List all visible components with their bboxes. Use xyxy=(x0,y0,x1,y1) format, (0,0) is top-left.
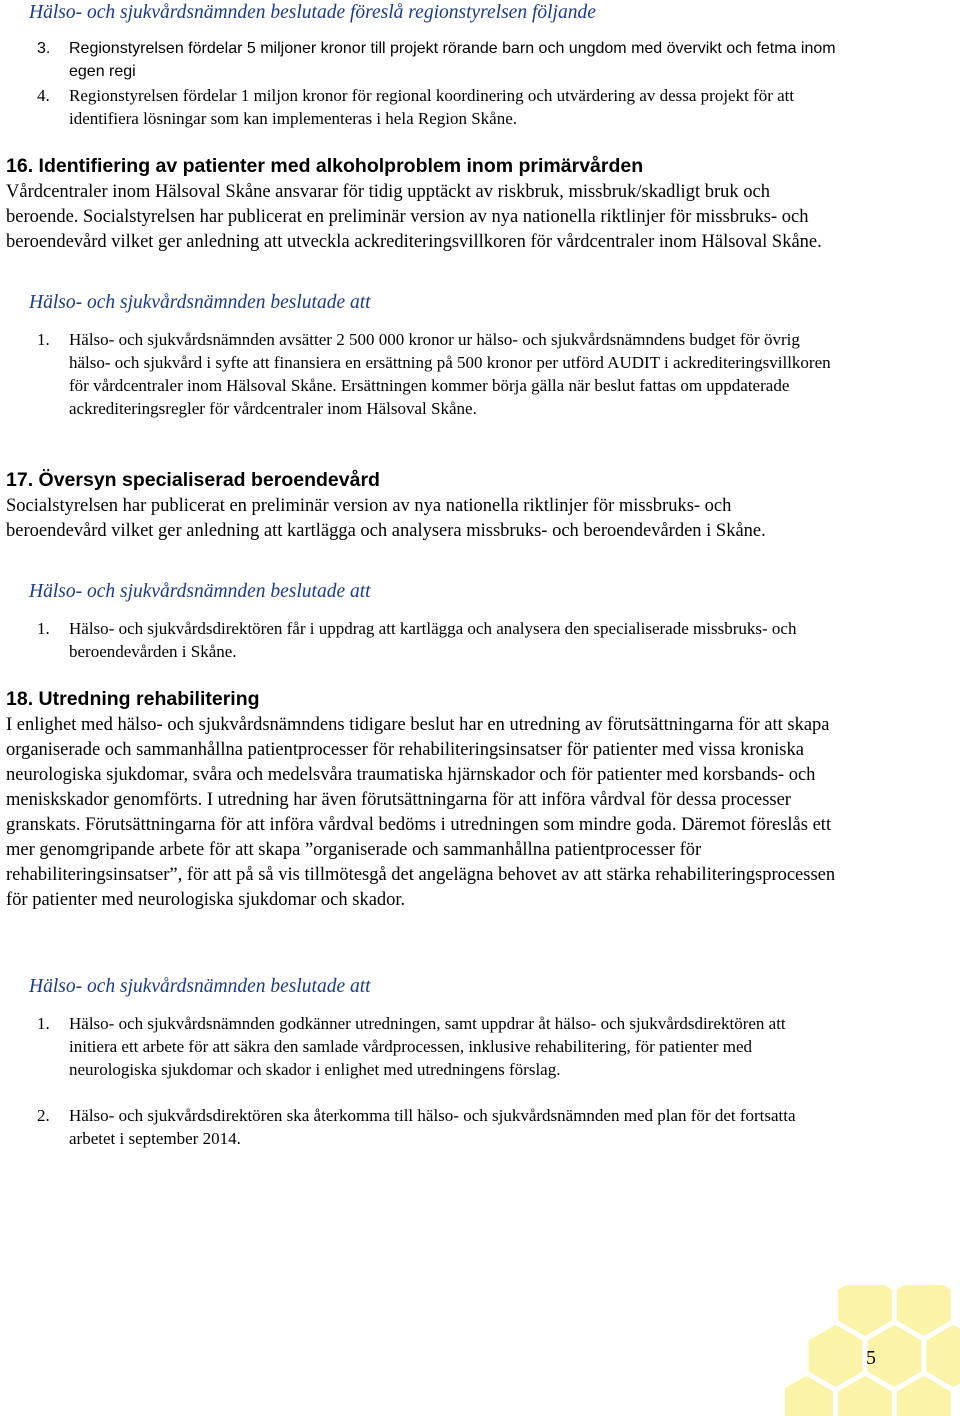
item-text: Hälso- och sjukvårdsnämnden godkänner utredningen, samt uppdrar åt hälso- och sjukvårdsdirektören att initiera ett arbete för att säkra den samlade vårdprocessen, inklusive rehabilitering, för patienter med neurologiska sjukdomar och skador i enlighet med utredningens förslag. xyxy=(69,1014,786,1079)
list-item xyxy=(37,617,837,663)
item-text: Regionstyrelsen fördelar 5 miljoner kronor till projekt rörande barn och ungdom med övervikt och fetma inom egen regi xyxy=(69,40,836,80)
body-paragraph: Socialstyrelsen har publicerat en preliminär version av nya nationella riktlinjer för missbruks- och beroendevård vilket ger anledning att kartlägga och analysera missbruks- och beroendevården i Skåne. xyxy=(6,496,766,541)
item-text: Hälso- och sjukvårdsdirektören får i uppdrag att kartlägga och analysera den specialiserade missbruks- och beroendevården i Skåne. xyxy=(69,619,797,661)
section-heading: 17. Översyn specialiserad beroendevård xyxy=(6,469,380,491)
section-heading: 16. Identifiering av patienter med alkoholproblem inom primärvården xyxy=(6,155,644,177)
section-heading: 18. Utredning rehabilitering xyxy=(6,688,260,710)
item-number: 1. xyxy=(37,619,50,638)
item-text: Hälso- och sjukvårdsnämnden avsätter 2 500 000 kronor ur hälso- och sjukvårdsnämndens budget för övrig hälso- och sjukvård i syfte att finansiera en ersättning på 500 kronor per utförd AUDIT i ackrediteringsvillkoren för vårdcentraler inom Hälsoval Skåne. Ersättningen kommer börja gälla när beslut fattas om uppdaterade ackrediteringsregler för vårdcentraler inom Hälsoval Skåne. xyxy=(69,330,831,418)
list-item xyxy=(37,1104,837,1150)
body-paragraph: I enlighet med hälso- och sjukvårdsnämndens tidigare beslut har en utredning av förutsättningarna för att skapa organiserade och sammanhållna patientprocesser för rehabiliteringsinsatser för patienter med vissa kroniska neurologiska sjukdomar, svåra och medelsvåra traumatiska hjärnskador och för patienter med korsbands- och meniskskador genomförts. I utredning har även förutsättningarna för att införa vårdval för dessa processer granskats. Förutsättningarna för att införa vårdval bedöms i utredningen som mindre goda. Däremot föreslås ett mer genomgripande arbete för att skapa ”organiserade och sammanhållna patientprocesser för rehabiliteringsinsatser”, för att på så vis tillmötesgå det angelägna behovet av att stärka rehabiliteringsprocessen för patienter med neurologiska sjukdomar och skador. xyxy=(6,715,836,910)
item-number: 2. xyxy=(37,1106,50,1125)
item-text: Hälso- och sjukvårdsdirektören ska återkomma till hälso- och sjukvårdsnämnden med plan för det fortsatta arbetet i september 2014. xyxy=(69,1106,796,1148)
list-item xyxy=(37,37,837,83)
list-item xyxy=(37,1012,837,1081)
decision-heading: Hälso- och sjukvårdsnämnden beslutade föreslå regionstyrelsen följande xyxy=(29,2,596,23)
decision-heading: Hälso- och sjukvårdsnämnden beslutade att xyxy=(29,292,371,313)
list-item xyxy=(37,328,837,420)
item-number: 1. xyxy=(37,330,50,349)
decision-heading: Hälso- och sjukvårdsnämnden beslutade att xyxy=(29,581,371,602)
list-item xyxy=(37,84,837,130)
item-number: 4. xyxy=(37,86,50,105)
item-number: 3. xyxy=(37,40,51,57)
decision-heading: Hälso- och sjukvårdsnämnden beslutade att xyxy=(29,976,371,997)
item-number: 1. xyxy=(37,1014,50,1033)
body-paragraph: Vårdcentraler inom Hälsoval Skåne ansvarar för tidig upptäckt av riskbruk, missbruk/skadligt bruk och beroende. Socialstyrelsen har publicerat en preliminär version av nya nationella riktlinjer för missbruks- och beroendevård vilket ger anledning att utveckla ackrediteringsvillkoren för vårdcentraler inom Hälsoval Skåne. xyxy=(6,182,822,252)
page-number: 5 xyxy=(866,1347,876,1369)
item-text: Regionstyrelsen fördelar 1 miljon kronor för regional koordinering och utvärdering av dessa projekt för att identifiera lösningar som kan implementeras i hela Region Skåne. xyxy=(69,86,795,128)
